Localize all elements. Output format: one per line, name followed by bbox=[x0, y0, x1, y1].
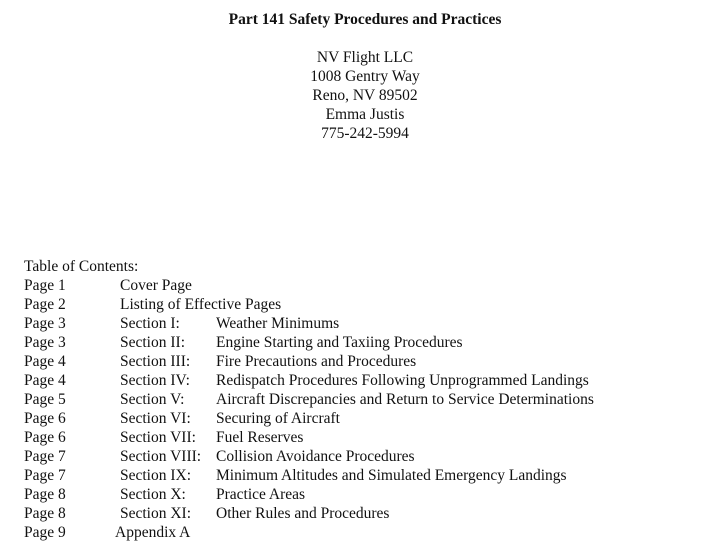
toc-page: Page 6 bbox=[24, 429, 66, 446]
toc-entry bbox=[0, 276, 726, 295]
toc-entry bbox=[0, 466, 726, 485]
toc-title: Fuel Reserves bbox=[216, 429, 304, 446]
toc-title: Engine Starting and Taxiing Procedures bbox=[216, 334, 463, 351]
company-name: NV Flight LLC bbox=[316, 49, 414, 66]
toc-page: Page 5 bbox=[24, 391, 66, 408]
toc-page: Page 4 bbox=[24, 372, 66, 389]
toc-section: Section VI: bbox=[120, 410, 191, 427]
toc-page: Page 3 bbox=[24, 334, 66, 351]
toc-title: Redispatch Procedures Following Unprogrammed Landings bbox=[216, 372, 589, 389]
toc-entry bbox=[0, 371, 726, 390]
toc-section: Listing of Effective Pages bbox=[120, 296, 282, 313]
toc-title: Securing of Aircraft bbox=[216, 410, 340, 427]
toc-title: Fire Precautions and Procedures bbox=[216, 353, 417, 370]
toc-page: Page 9 bbox=[24, 524, 66, 541]
toc-section: Section IX: bbox=[120, 467, 192, 484]
toc-section: Section I: bbox=[120, 315, 180, 332]
toc-title: Weather Minimums bbox=[216, 315, 340, 332]
phone-number: 775-242-5994 bbox=[321, 125, 409, 142]
table-of-contents bbox=[0, 276, 726, 542]
toc-section: Section II: bbox=[120, 334, 185, 351]
toc-page: Page 3 bbox=[24, 315, 66, 332]
toc-title: Other Rules and Procedures bbox=[216, 505, 390, 522]
toc-page: Page 7 bbox=[24, 448, 66, 465]
toc-section: Appendix A bbox=[115, 524, 191, 541]
street-address: 1008 Gentry Way bbox=[310, 68, 420, 85]
contact-name: Emma Justis bbox=[325, 106, 405, 123]
toc-entry bbox=[0, 314, 726, 333]
toc-page: Page 2 bbox=[24, 296, 66, 313]
toc-section: Section V: bbox=[120, 391, 185, 408]
toc-page: Page 8 bbox=[24, 505, 66, 522]
toc-entry bbox=[0, 447, 726, 466]
toc-section: Section XI: bbox=[120, 505, 192, 522]
toc-entry bbox=[0, 333, 726, 352]
toc-title: Aircraft Discrepancies and Return to Service Determinations bbox=[216, 391, 594, 408]
toc-entry bbox=[0, 523, 726, 542]
toc-title: Collision Avoidance Procedures bbox=[216, 448, 415, 465]
toc-section: Cover Page bbox=[120, 277, 192, 294]
toc-page: Page 4 bbox=[24, 353, 66, 370]
toc-page: Page 1 bbox=[24, 277, 66, 294]
toc-entry bbox=[0, 504, 726, 523]
toc-entry bbox=[0, 409, 726, 428]
document-title: Part 141 Safety Procedures and Practices bbox=[228, 11, 502, 28]
address-block bbox=[0, 48, 726, 143]
toc-entry bbox=[0, 352, 726, 371]
toc-title: Minimum Altitudes and Simulated Emergency Landings bbox=[216, 467, 567, 484]
toc-section: Section X: bbox=[120, 486, 186, 503]
toc-page: Page 8 bbox=[24, 486, 66, 503]
toc-section: Section VIII: bbox=[120, 448, 202, 465]
toc-title: Practice Areas bbox=[216, 486, 306, 503]
toc-heading: Table of Contents: bbox=[24, 258, 139, 275]
city-state-zip: Reno, NV 89502 bbox=[312, 87, 418, 104]
toc-section: Section IV: bbox=[120, 372, 190, 389]
toc-page: Page 6 bbox=[24, 410, 66, 427]
toc-section: Section III: bbox=[120, 353, 191, 370]
toc-entry bbox=[0, 295, 726, 314]
toc-section: Section VII: bbox=[120, 429, 196, 446]
toc-entry bbox=[0, 485, 726, 504]
toc-page: Page 7 bbox=[24, 467, 66, 484]
toc-entry bbox=[0, 428, 726, 447]
toc-entry bbox=[0, 390, 726, 409]
